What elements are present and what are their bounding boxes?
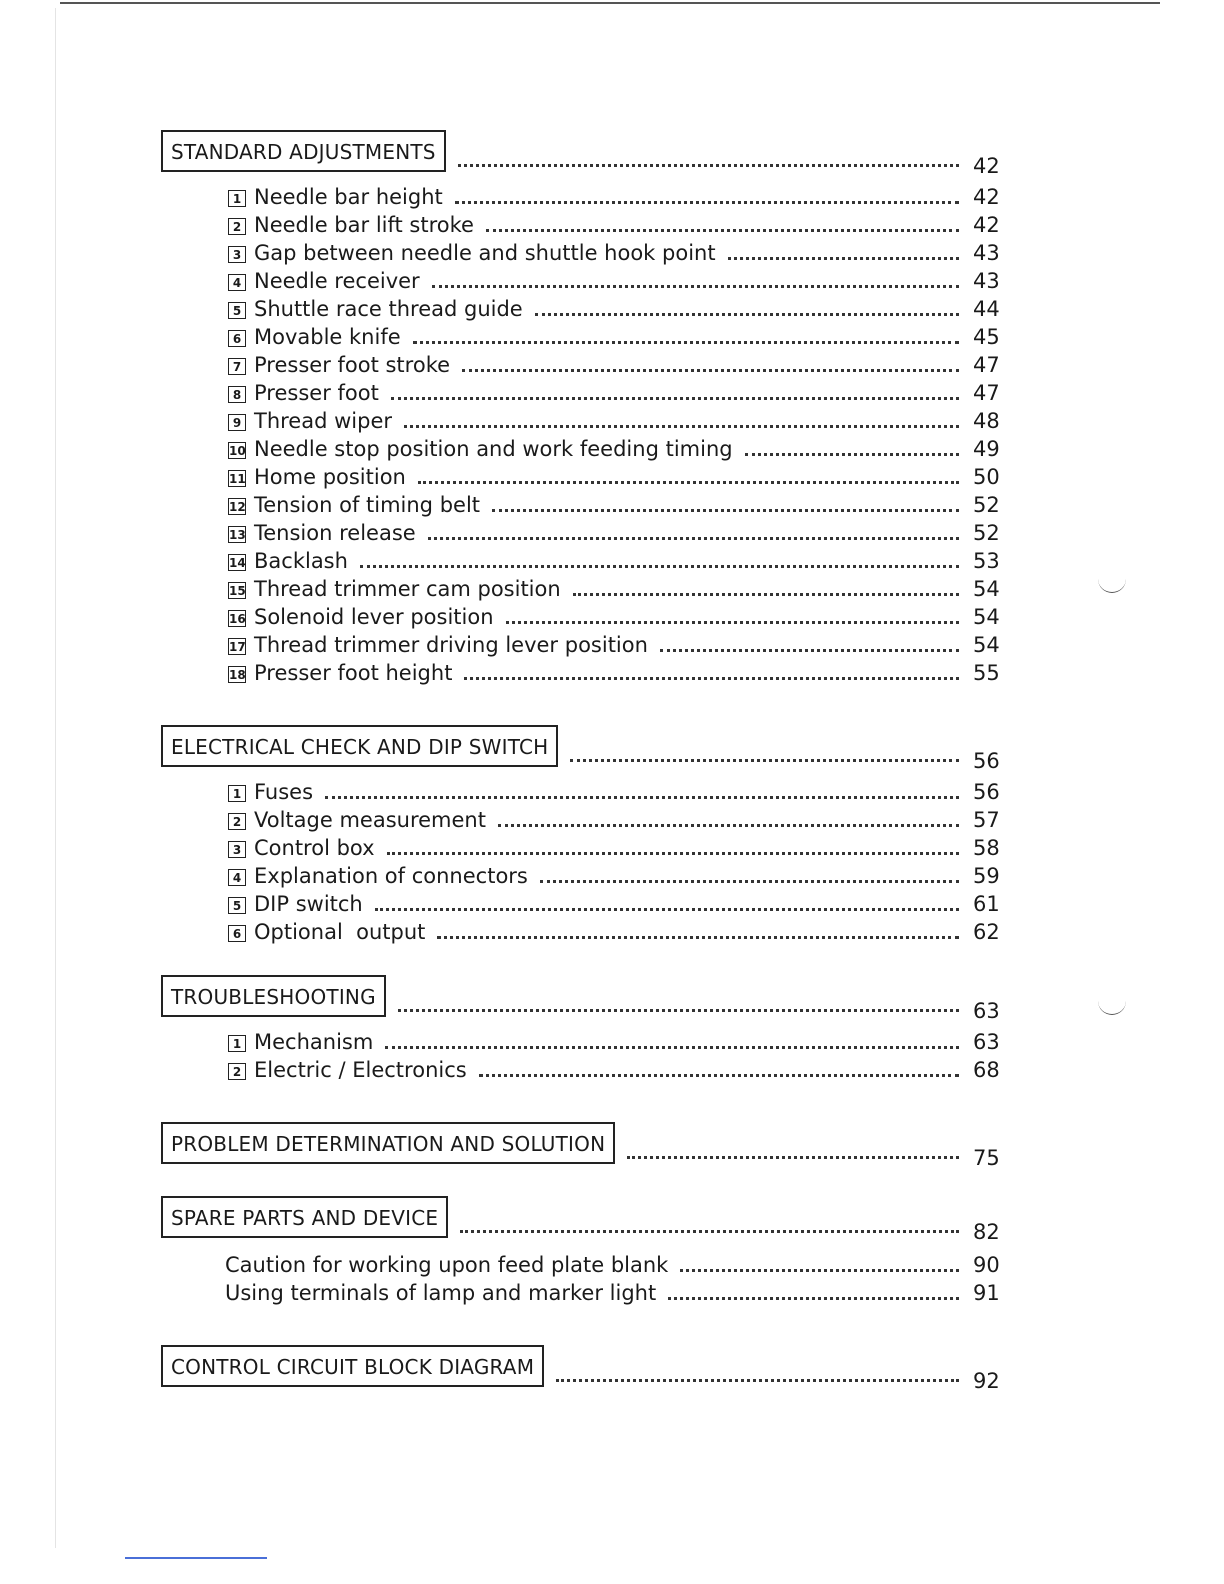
section-heading-row	[161, 1196, 1000, 1244]
section-title: TROUBLESHOOTING	[161, 975, 386, 1017]
toc-entry-text: Presser foot stroke	[254, 353, 451, 377]
toc-entry	[161, 601, 999, 629]
leader-dots	[325, 795, 959, 799]
page-number: 42	[973, 185, 1000, 209]
page-number: 49	[973, 437, 1000, 461]
leader-dots	[535, 312, 959, 316]
page-number: 56	[973, 749, 1000, 773]
section-title: ELECTRICAL CHECK AND DIP SWITCH	[161, 725, 558, 767]
toc-entry-text: Needle bar height	[254, 185, 443, 209]
page-number: 50	[973, 465, 1000, 489]
toc-entry-label	[228, 661, 452, 685]
leader-dots	[458, 163, 959, 167]
section-heading-row	[161, 975, 1000, 1023]
toc-entry-text: Explanation of connectors	[254, 864, 528, 888]
toc-entry	[161, 573, 999, 601]
leader-dots	[680, 1268, 959, 1272]
toc-entry	[161, 832, 999, 860]
page-number: 91	[973, 1281, 1000, 1305]
toc-entry	[161, 545, 999, 573]
toc-entry-label	[228, 185, 443, 209]
page-number: 43	[973, 269, 1000, 293]
toc-entry	[161, 517, 999, 545]
toc-entry-text: Fuses	[254, 780, 314, 804]
item-number-box: 8	[228, 386, 246, 403]
item-number-box: 14	[229, 556, 246, 570]
section-title: CONTROL CIRCUIT BLOCK DIAGRAM	[161, 1345, 544, 1387]
leader-dots	[492, 508, 959, 512]
toc-entry-text: Electric / Electronics	[254, 1058, 467, 1082]
toc-entry-label	[228, 465, 406, 489]
toc-entry-label	[228, 381, 379, 405]
toc-entry-text: Control box	[254, 836, 375, 860]
toc-entry-text: Using terminals of lamp and marker light	[225, 1281, 657, 1305]
page-number: 44	[973, 297, 1000, 321]
page-number: 90	[973, 1252, 1000, 1277]
page-number: 52	[973, 521, 1000, 545]
leader-dots	[479, 1073, 959, 1077]
leader-dots	[385, 1045, 959, 1049]
page-number: 48	[973, 409, 1000, 433]
toc-entry	[161, 629, 999, 657]
leader-dots	[413, 340, 959, 344]
leader-dots	[455, 200, 959, 204]
toc-entry-label	[228, 521, 416, 545]
toc-entry-label	[228, 493, 480, 517]
leader-dots	[745, 452, 959, 456]
toc-entry-label	[228, 920, 425, 944]
item-number-box: 16	[229, 612, 246, 626]
page-number: 92	[973, 1369, 1000, 1393]
leader-dots	[437, 935, 959, 939]
leader-dots	[668, 1296, 959, 1300]
item-number-box: 2	[228, 1063, 246, 1080]
page-number: 68	[973, 1058, 1000, 1082]
toc-entry	[161, 293, 999, 321]
item-number-box: 2	[228, 218, 246, 235]
toc-entry	[161, 1248, 999, 1277]
toc-entry	[161, 888, 999, 916]
toc-entry	[161, 489, 999, 517]
section-title: PROBLEM DETERMINATION AND SOLUTION	[161, 1122, 615, 1164]
toc-entry-label	[228, 269, 420, 293]
page-number: 56	[973, 780, 1000, 804]
toc-entry	[161, 377, 999, 405]
item-number-box: 5	[228, 302, 246, 319]
toc-entry	[161, 1026, 999, 1054]
page-number: 54	[973, 577, 1000, 601]
toc-entry-text: Presser foot height	[254, 661, 453, 685]
item-number-box: 13	[229, 528, 246, 542]
toc-entry-text: Voltage measurement	[254, 808, 486, 832]
toc-entry-label	[225, 1281, 656, 1305]
toc-entry-text: Tension of timing belt	[254, 493, 481, 517]
page-number: 45	[973, 325, 1000, 349]
toc-entry-text: Caution for working upon feed plate blank	[225, 1252, 669, 1277]
page-number: 63	[973, 999, 1000, 1023]
item-number-box: 6	[228, 925, 246, 942]
toc-entry	[161, 265, 999, 293]
toc-entry	[161, 321, 999, 349]
toc-entry-label	[228, 780, 313, 804]
top-rule	[60, 2, 1160, 4]
item-number-box: 17	[229, 640, 246, 654]
leader-dots	[460, 1229, 959, 1233]
leader-dots	[391, 396, 959, 400]
leader-dots	[428, 536, 959, 540]
toc-entry	[161, 657, 999, 685]
toc-entry	[161, 349, 999, 377]
toc-entry-label	[228, 808, 486, 832]
page-number: 47	[973, 381, 1000, 405]
toc-entry-text: Shuttle race thread guide	[254, 297, 523, 321]
section-heading-row	[161, 725, 1000, 773]
leader-dots	[464, 676, 959, 680]
toc-entry-text: Needle stop position and work feeding timing	[254, 437, 733, 461]
item-number-box: 1	[228, 785, 246, 802]
page-number: 57	[973, 808, 1000, 832]
leader-dots	[506, 620, 959, 624]
item-number-box: 3	[228, 246, 246, 263]
toc-entry-text: Needle bar lift stroke	[254, 213, 474, 237]
item-number-box: 1	[228, 190, 246, 207]
toc-entry	[161, 804, 999, 832]
leader-dots	[627, 1155, 959, 1159]
toc-entry	[161, 1277, 999, 1306]
toc-entry-label	[228, 605, 494, 629]
toc-entry-label	[228, 437, 733, 461]
leader-dots	[404, 424, 959, 428]
item-number-box: 5	[228, 897, 246, 914]
leader-dots	[570, 758, 959, 762]
leader-dots	[540, 879, 959, 883]
toc-entry-text: Backlash	[254, 549, 348, 573]
leader-dots	[660, 648, 959, 652]
page-number: 61	[973, 892, 1000, 916]
toc-entry-label	[228, 353, 450, 377]
leader-dots	[462, 368, 959, 372]
toc-entry-text: DIP switch	[254, 892, 363, 916]
leader-dots	[556, 1378, 959, 1382]
page-number: 42	[973, 154, 1000, 178]
toc-entry	[161, 405, 999, 433]
page-number: 62	[973, 920, 1000, 944]
item-number-box: 12	[229, 500, 246, 514]
binder-ring-mark	[1098, 578, 1126, 593]
toc-entry-label	[228, 633, 648, 657]
page-number: 75	[973, 1146, 1000, 1170]
section-title: SPARE PARTS AND DEVICE	[161, 1196, 448, 1238]
item-number-box: 4	[228, 869, 246, 886]
toc-entry-label	[228, 241, 716, 265]
toc-entry-text: Thread wiper	[254, 409, 392, 433]
toc-entry-label	[228, 577, 561, 601]
binder-ring-mark	[1098, 1000, 1126, 1015]
toc-entry	[161, 433, 999, 461]
page-number: 54	[973, 605, 1000, 629]
leader-dots	[498, 823, 959, 827]
toc-entry-text: Gap between needle and shuttle hook point	[254, 241, 716, 265]
toc-entry-label	[228, 892, 363, 916]
section-spare-parts	[161, 1196, 999, 1305]
page-number: 63	[973, 1030, 1000, 1054]
toc-entry	[161, 776, 999, 804]
leader-dots	[387, 851, 959, 855]
item-number-box: 15	[229, 584, 246, 598]
section-standard-adjustments	[161, 130, 999, 685]
toc-entry-label	[228, 297, 523, 321]
leader-dots	[398, 1008, 959, 1012]
section-heading-row	[161, 1345, 1000, 1393]
item-number-box: 18	[229, 668, 246, 682]
leader-dots	[418, 480, 959, 484]
toc-entry-label	[225, 1253, 668, 1277]
toc-entry	[161, 916, 999, 944]
item-number-box: 2	[228, 813, 246, 830]
section-heading-row	[161, 1122, 1000, 1170]
page-number: 82	[973, 1220, 1000, 1244]
page-number: 59	[973, 864, 1000, 888]
toc-entry	[161, 209, 999, 237]
item-number-box: 9	[228, 414, 246, 431]
toc-entry-label	[228, 409, 392, 433]
leader-dots	[375, 907, 959, 911]
page-number: 52	[973, 493, 1000, 517]
section-problem-determination	[161, 1122, 1000, 1170]
toc-entry	[161, 1054, 999, 1082]
leader-dots	[728, 256, 959, 260]
section-electrical-check	[161, 725, 999, 944]
toc-entry-text: Thread trimmer cam position	[254, 577, 561, 601]
leader-dots	[573, 592, 959, 596]
toc-entry-text: Optional output	[254, 920, 426, 944]
toc-entry	[161, 860, 999, 888]
page-number: 54	[973, 633, 1000, 657]
page-number: 47	[973, 353, 1000, 377]
page-number: 58	[973, 836, 1000, 860]
page-number: 55	[973, 661, 1000, 685]
toc-entry-text: Solenoid lever position	[254, 605, 494, 629]
item-number-box: 6	[228, 330, 246, 347]
section-heading-row	[161, 130, 1000, 178]
item-number-box: 10	[229, 444, 246, 458]
toc-entry-label	[228, 864, 528, 888]
item-number-box: 4	[228, 274, 246, 291]
toc-entry-text: Mechanism	[254, 1030, 374, 1054]
leader-dots	[432, 284, 959, 288]
toc-entry-label	[228, 836, 375, 860]
page-number: 43	[973, 241, 1000, 265]
toc-entry-label	[228, 549, 348, 573]
leader-dots	[360, 564, 959, 568]
toc-entry-text: Movable knife	[254, 325, 401, 349]
toc-entry	[161, 181, 999, 209]
section-title: STANDARD ADJUSTMENTS	[161, 130, 446, 172]
toc-entry-text: Tension release	[254, 521, 416, 545]
item-number-box: 1	[228, 1035, 246, 1052]
toc-entry-label	[228, 213, 474, 237]
item-number-box: 7	[228, 358, 246, 375]
bottom-line-mark	[125, 1557, 267, 1559]
toc-entry-text: Needle receiver	[254, 269, 420, 293]
toc-entry-label	[228, 1030, 373, 1054]
toc-entry-label	[228, 325, 401, 349]
toc-entry-text: Thread trimmer driving lever position	[254, 633, 648, 657]
page-edge-shadow	[55, 8, 56, 1548]
toc-entry-text: Presser foot	[254, 381, 379, 405]
page-number: 42	[973, 213, 1000, 237]
toc-entry	[161, 237, 999, 265]
item-number-box: 11	[229, 472, 246, 486]
toc-entry-text: Home position	[254, 465, 406, 489]
leader-dots	[486, 228, 959, 232]
item-number-box: 3	[228, 841, 246, 858]
section-control-circuit	[161, 1345, 1000, 1393]
toc-entry	[161, 461, 999, 489]
toc-entry-label	[228, 1058, 467, 1082]
page-number: 53	[973, 549, 1000, 573]
section-troubleshooting	[161, 975, 999, 1082]
